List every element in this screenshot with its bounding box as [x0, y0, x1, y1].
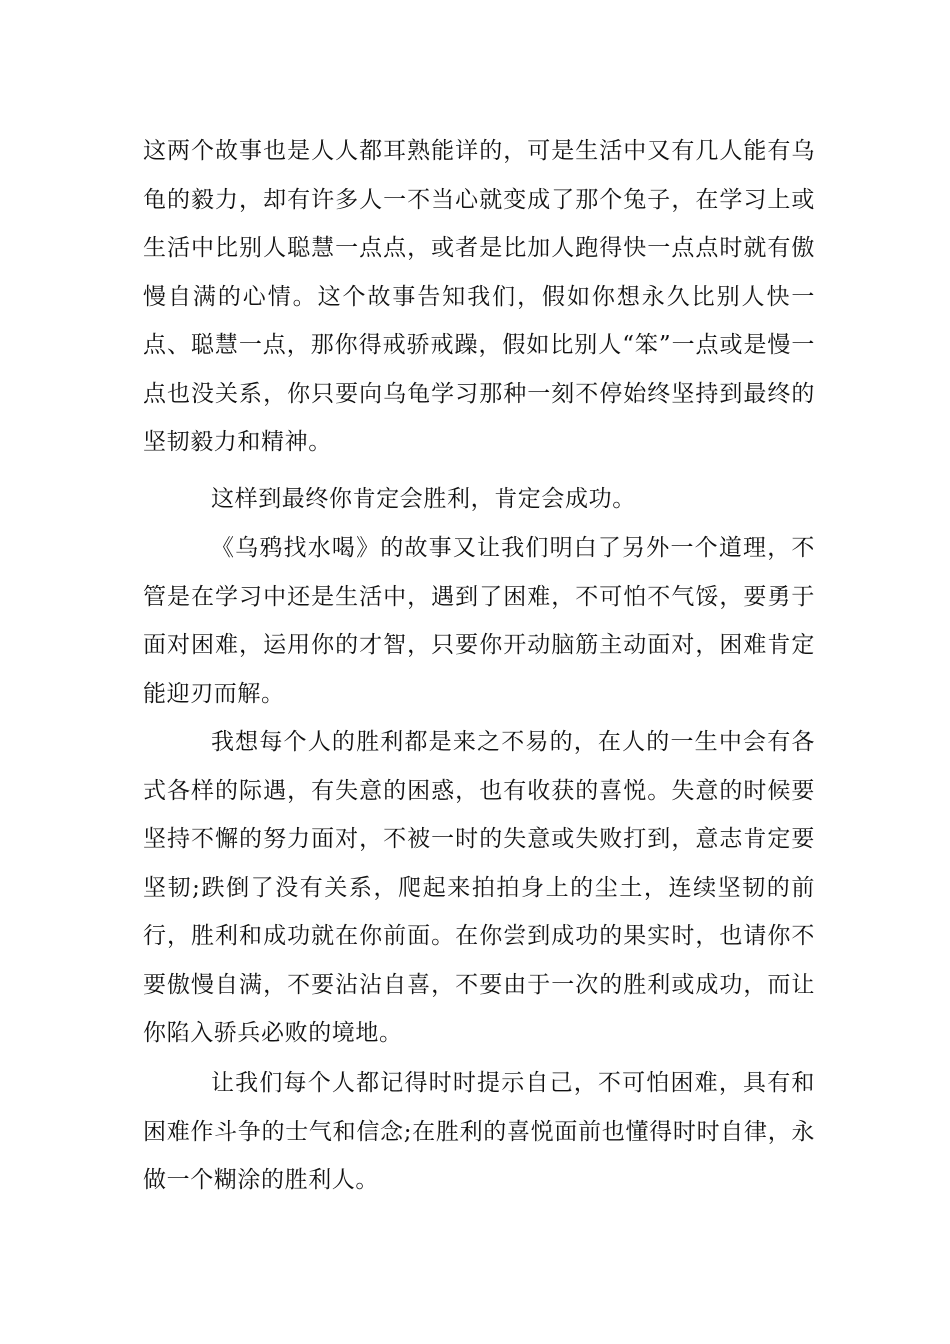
paragraph-crow-water: 《乌鸦找水喝》的故事又让我们明白了另外一个道理，不管是在学习中还是生活中，遇到了困难，不可怕不气馁，要勇于面对困难，运用你的才智，只要你开动脑筋主动面对，困难肯定能迎刃而解。: [143, 535, 815, 707]
paragraph-hard-won-victory: 我想每个人的胜利都是来之不易的，在人的一生中会有各式各样的际遇，有失意的困惑，也有收获的喜悦。失意的时候要坚持不懈的努力面对，不被一时的失意或失败打到，意志肯定要坚韧;跌倒了没有关系，爬起来拍拍身上的尘土，连续坚韧的前行，胜利和成功就在你前面。在你尝到成功的果实时，也请你不要傲慢自满，不要沾沾自喜，不要由于一次的胜利或成功，而让你陷入骄兵必败的境地。: [143, 729, 815, 1046]
paragraph-victory-conclusion: 这样到最终你肯定会胜利，肯定会成功。: [211, 486, 636, 512]
paragraph-tortoise-hare: 这两个故事也是人人都耳熟能详的，可是生活中又有几人能有乌龟的毅力，却有许多人一不当心就变成了那个兔子，在学习上或生活中比别人聪慧一点点，或者是比加人跑得快一点点时就有傲慢自满的心情。这个故事告知我们，假如你想永久比别人快一点、聪慧一点，那你得戒骄戒躁，假如比别人“笨”一点或是慢一点也没关系，你只要向乌龟学习那种一刻不停始终坚持到最终的坚韧毅力和精神。: [143, 138, 815, 455]
paragraph-closing: 让我们每个人都记得时时提示自己，不可怕困难，具有和困难作斗争的士气和信念;在胜利的喜悦面前也懂得时时自律，永做一个糊涂的胜利人。: [143, 1070, 815, 1193]
